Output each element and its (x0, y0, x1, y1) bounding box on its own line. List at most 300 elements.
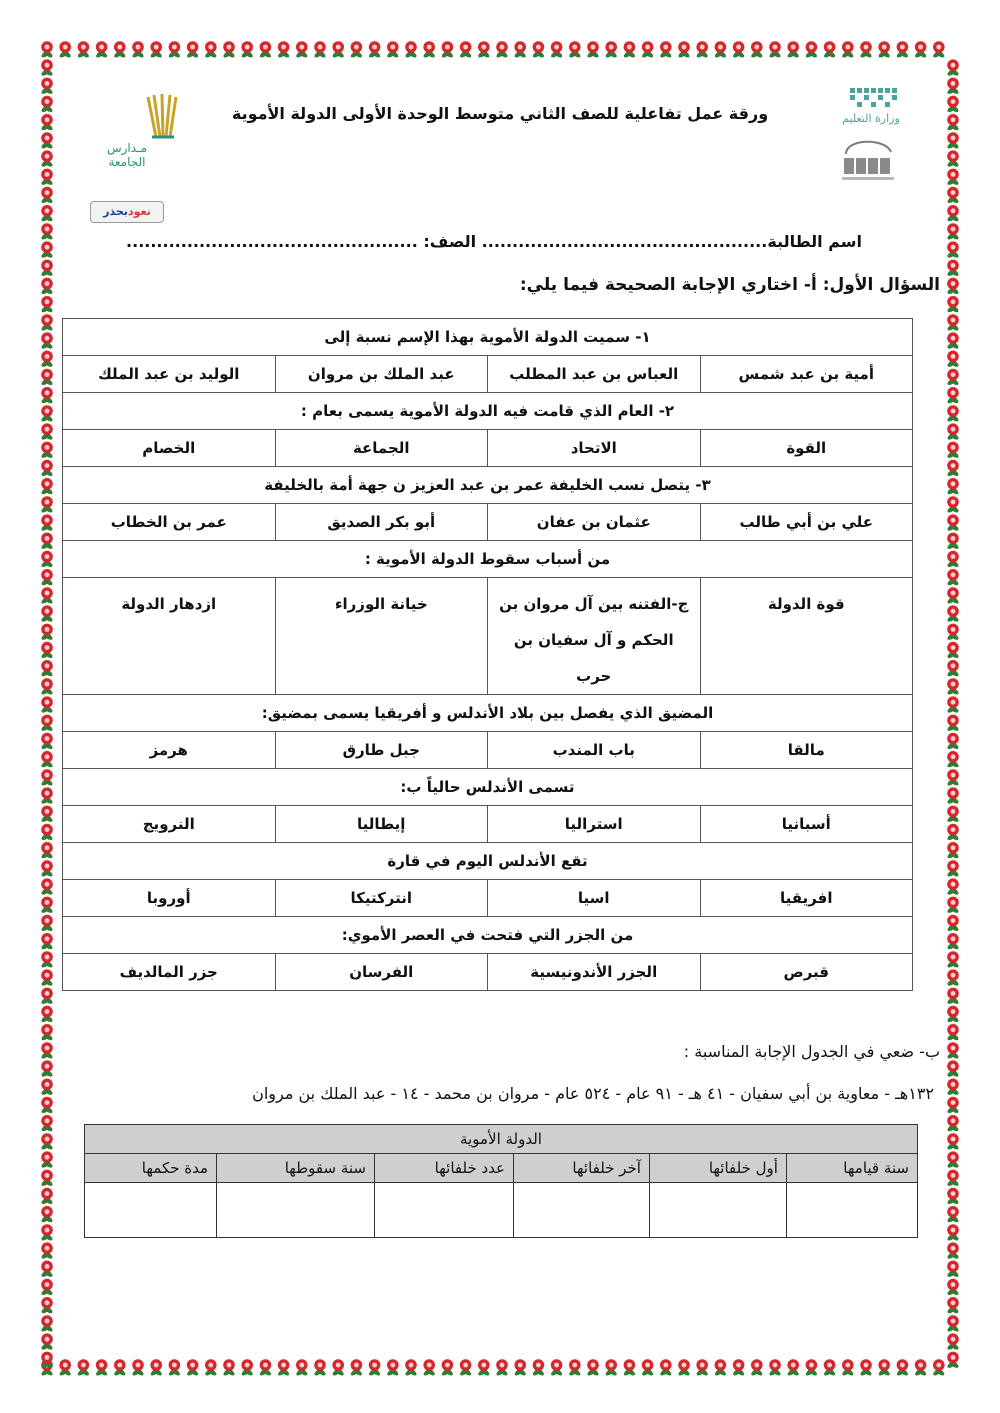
border-flower-icon (295, 41, 308, 59)
border-flower-icon (946, 1279, 959, 1297)
border-flower-icon (277, 41, 290, 59)
border-flower-icon (604, 41, 617, 59)
border-flower-icon (841, 41, 854, 59)
mcq-option[interactable]: انتركتيكا (275, 880, 488, 917)
border-flower-icon (932, 1359, 945, 1377)
border-flower-icon (40, 1297, 53, 1315)
back-with-caution-badge (90, 201, 164, 223)
column-header: آخر خلفائها (514, 1154, 650, 1183)
border-flower-icon (946, 1261, 959, 1279)
border-flower-icon (946, 442, 959, 460)
border-flower-icon (40, 787, 53, 805)
column-header: أول خلفائها (649, 1154, 786, 1183)
border-flower-icon (40, 1133, 53, 1151)
border-flower-icon (40, 605, 53, 623)
border-flower-icon (386, 1359, 399, 1377)
border-flower-icon (786, 41, 799, 59)
border-flower-icon (604, 1359, 617, 1377)
border-flower-icon (823, 1359, 836, 1377)
border-flower-icon (946, 1042, 959, 1060)
border-flower-icon (40, 478, 53, 496)
border-flower-icon (946, 969, 959, 987)
border-flower-icon (40, 387, 53, 405)
border-flower-icon (40, 988, 53, 1006)
border-flower-icon (259, 1359, 272, 1377)
border-flower-icon (946, 951, 959, 969)
border-flower-icon (40, 351, 53, 369)
border-flower-icon (40, 187, 53, 205)
umayyad-table (84, 1124, 918, 1238)
mcq-option[interactable]: قوة الدولة (700, 578, 913, 695)
border-flower-icon (946, 314, 959, 332)
school-logo-icon (142, 93, 182, 143)
border-flower-icon (896, 41, 909, 59)
border-flower-icon (459, 1359, 472, 1377)
mcq-option[interactable]: علي بن أبي طالب (700, 504, 913, 541)
border-flower-icon (946, 241, 959, 259)
border-flower-icon (204, 1359, 217, 1377)
border-flower-icon (946, 78, 959, 96)
student-info-line (102, 232, 862, 251)
border-flower-icon (40, 150, 53, 168)
border-flower-icon (40, 587, 53, 605)
border-flower-icon (40, 369, 53, 387)
border-flower-icon (131, 1359, 144, 1377)
border-flower-icon (40, 642, 53, 660)
mcq-option[interactable]: الاتحاد (488, 430, 701, 467)
border-flower-icon (168, 1359, 181, 1377)
answer-cell[interactable] (649, 1183, 786, 1238)
mcq-option[interactable]: ج-الفتنه بين آل مروان بن الحكم و آل سفيان بن حرب (488, 578, 701, 695)
border-flower-icon (946, 114, 959, 132)
border-flower-icon (40, 624, 53, 642)
border-flower-icon (946, 387, 959, 405)
border-flower-icon (946, 205, 959, 223)
border-flower-icon (77, 41, 90, 59)
border-flower-icon (513, 41, 526, 59)
border-flower-icon (40, 769, 53, 787)
border-flower-icon (946, 405, 959, 423)
border-flower-icon (914, 41, 927, 59)
border-flower-icon (40, 1115, 53, 1133)
badge-text-1: نعود (127, 205, 151, 218)
border-flower-icon (677, 1359, 690, 1377)
border-flower-icon (550, 41, 563, 59)
mcq-question: ٣- يتصل نسب الخليفة عمر بن عبد العزيز ن جهة أمة بالخليفة (63, 467, 913, 504)
border-flower-icon (477, 41, 490, 59)
border-flower-icon (946, 1206, 959, 1224)
border-flower-icon (40, 78, 53, 96)
border-flower-icon (58, 1359, 71, 1377)
border-flower-icon (40, 678, 53, 696)
border-flower-icon (946, 769, 959, 787)
mcq-option[interactable]: الجماعة (275, 430, 488, 467)
mcq-table (62, 318, 913, 991)
border-flower-icon (946, 551, 959, 569)
border-flower-icon (946, 988, 959, 1006)
ministry-logo-text: وزارة التعليم (842, 112, 900, 125)
border-flower-icon (946, 878, 959, 896)
border-flower-icon (659, 1359, 672, 1377)
mcq-option[interactable]: مالقا (700, 732, 913, 769)
border-flower-icon (459, 41, 472, 59)
border-flower-icon (896, 1359, 909, 1377)
border-flower-icon (40, 1060, 53, 1078)
border-flower-icon (695, 1359, 708, 1377)
border-flower-icon (240, 41, 253, 59)
border-flower-icon (477, 1359, 490, 1377)
border-flower-icon (623, 41, 636, 59)
column-header: سنة سقوطها (217, 1154, 375, 1183)
border-flower-icon (946, 278, 959, 296)
mcq-option[interactable]: الخصام (63, 430, 276, 467)
border-flower-icon (386, 41, 399, 59)
border-flower-icon (40, 260, 53, 278)
border-flower-icon (641, 41, 654, 59)
border-flower-icon (58, 41, 71, 59)
mcq-option[interactable]: اسيا (488, 880, 701, 917)
border-flower-icon (40, 897, 53, 915)
border-flower-icon (186, 1359, 199, 1377)
mcq-option[interactable]: عمر بن الخطاب (63, 504, 276, 541)
border-flower-icon (40, 1024, 53, 1042)
border-flower-icon (40, 514, 53, 532)
border-flower-icon (40, 860, 53, 878)
border-flower-icon (946, 1097, 959, 1115)
border-flower-icon (946, 751, 959, 769)
border-flower-icon (946, 1133, 959, 1151)
border-flower-icon (277, 1359, 290, 1377)
border-flower-icon (40, 696, 53, 714)
border-flower-icon (946, 369, 959, 387)
border-flower-icon (186, 41, 199, 59)
border-flower-icon (441, 1359, 454, 1377)
mcq-option[interactable]: جزر المالديف (63, 954, 276, 991)
border-flower-icon (946, 642, 959, 660)
border-flower-icon (222, 41, 235, 59)
mcq-option[interactable]: أمية بن عبد شمس (700, 356, 913, 393)
border-flower-icon (946, 1352, 959, 1370)
border-flower-icon (946, 1224, 959, 1242)
border-flower-icon (695, 41, 708, 59)
border-flower-icon (946, 660, 959, 678)
border-flower-icon (946, 478, 959, 496)
border-flower-icon (40, 551, 53, 569)
border-flower-icon (946, 587, 959, 605)
border-flower-icon (946, 460, 959, 478)
border-flower-icon (946, 150, 959, 168)
border-flower-icon (40, 824, 53, 842)
border-flower-icon (946, 1170, 959, 1188)
border-flower-icon (131, 41, 144, 59)
mcq-option[interactable]: استراليا (488, 806, 701, 843)
border-flower-icon (946, 351, 959, 369)
border-flower-icon (40, 41, 53, 59)
border-flower-icon (946, 1079, 959, 1097)
border-flower-icon (568, 41, 581, 59)
border-flower-icon (586, 41, 599, 59)
border-flower-icon (768, 41, 781, 59)
border-flower-icon (40, 278, 53, 296)
border-flower-icon (40, 496, 53, 514)
border-flower-icon (40, 1188, 53, 1206)
border-flower-icon (40, 715, 53, 733)
border-flower-icon (313, 1359, 326, 1377)
mcq-option[interactable]: أبو بكر الصديق (275, 504, 488, 541)
border-flower-icon (40, 733, 53, 751)
border-flower-icon (946, 1115, 959, 1133)
border-flower-icon (40, 169, 53, 187)
mcq-option[interactable]: ازدهار الدولة (63, 578, 276, 695)
answer-cell[interactable] (786, 1183, 917, 1238)
border-flower-icon (946, 715, 959, 733)
border-flower-icon (946, 187, 959, 205)
border-flower-icon (859, 1359, 872, 1377)
school-logo-text: مـدارس الجامعة (106, 141, 148, 169)
mcq-option[interactable]: خيانة الوزراء (275, 578, 488, 695)
border-flower-icon (946, 423, 959, 441)
border-flower-icon (441, 41, 454, 59)
border-flower-icon (40, 1097, 53, 1115)
border-flower-icon (368, 1359, 381, 1377)
border-flower-icon (495, 41, 508, 59)
border-flower-icon (946, 733, 959, 751)
border-flower-icon (40, 1206, 53, 1224)
border-flower-icon (40, 660, 53, 678)
mcq-question: تسمى الأندلس حالياً ب: (63, 769, 913, 806)
border-flower-icon (946, 787, 959, 805)
border-flower-icon (40, 915, 53, 933)
border-flower-icon (946, 696, 959, 714)
border-flower-icon (732, 1359, 745, 1377)
border-flower-icon (946, 605, 959, 623)
border-flower-icon (946, 132, 959, 150)
border-flower-icon (946, 624, 959, 642)
school-logo (92, 93, 177, 173)
mcq-question: من الجزر التي فتحت في العصر الأموي: (63, 917, 913, 954)
border-flower-icon (40, 569, 53, 587)
border-flower-icon (295, 1359, 308, 1377)
border-flower-icon (422, 41, 435, 59)
border-flower-icon (768, 1359, 781, 1377)
border-flower-icon (914, 1359, 927, 1377)
border-flower-icon (714, 1359, 727, 1377)
border-flower-icon (568, 1359, 581, 1377)
border-flower-icon (40, 114, 53, 132)
border-flower-icon (659, 41, 672, 59)
umayyad-table-title: الدولة الأموية (85, 1125, 918, 1154)
border-flower-icon (404, 1359, 417, 1377)
mcq-option[interactable]: باب المندب (488, 732, 701, 769)
word-bank: ١٣٢هـ - معاوية بن أبي سفيان - ٤١ هـ - ٩١ عام - ٥٢٤ عام - مروان بن محمد - ١٤ - عبد الملك بن مروان (252, 1084, 934, 1103)
border-flower-icon (714, 41, 727, 59)
mcq-option[interactable]: هرمز (63, 732, 276, 769)
border-flower-icon (40, 1151, 53, 1169)
border-flower-icon (946, 1297, 959, 1315)
border-flower-icon (946, 1315, 959, 1333)
student-name-field[interactable]: ............................................... (481, 232, 768, 251)
border-flower-icon (946, 842, 959, 860)
question1-heading: السؤال الأول: أ- اختاري الإجابة الصحيحة فيما يلي: (519, 275, 940, 295)
mcq-option[interactable]: جبل طارق (275, 732, 488, 769)
border-flower-icon (786, 1359, 799, 1377)
mcq-option[interactable]: أسبانيا (700, 806, 913, 843)
mcq-option[interactable]: افريقيا (700, 880, 913, 917)
border-flower-icon (946, 1188, 959, 1206)
mcq-option[interactable]: العباس بن عبد المطلب (488, 356, 701, 393)
border-flower-icon (946, 860, 959, 878)
border-flower-icon (40, 806, 53, 824)
border-flower-icon (946, 806, 959, 824)
border-flower-icon (841, 1359, 854, 1377)
mcq-option[interactable]: عبد الملك بن مروان (275, 356, 488, 393)
border-flower-icon (222, 1359, 235, 1377)
mcq-question: من أسباب سقوط الدولة الأموية : (63, 541, 913, 578)
border-flower-icon (946, 1151, 959, 1169)
mcq-option[interactable]: الجزر الأندونيسية (488, 954, 701, 991)
border-flower-icon (40, 878, 53, 896)
border-flower-icon (946, 1333, 959, 1351)
border-flower-icon (149, 1359, 162, 1377)
border-flower-icon (877, 41, 890, 59)
border-flower-icon (641, 1359, 654, 1377)
border-flower-icon (586, 1359, 599, 1377)
border-flower-icon (40, 132, 53, 150)
answer-cell[interactable] (514, 1183, 650, 1238)
mcq-option[interactable]: الوليد بن عبد الملك (63, 356, 276, 393)
border-flower-icon (946, 296, 959, 314)
border-flower-icon (40, 1242, 53, 1260)
border-flower-icon (805, 1359, 818, 1377)
border-flower-icon (422, 1359, 435, 1377)
mcq-option[interactable]: إيطاليا (275, 806, 488, 843)
class-label: الصف: (423, 232, 477, 251)
mcq-option[interactable]: عثمان بن عفان (488, 504, 701, 541)
border-flower-icon (40, 223, 53, 241)
border-flower-icon (240, 1359, 253, 1377)
border-flower-icon (40, 442, 53, 460)
border-flower-icon (313, 41, 326, 59)
mcq-option[interactable]: الفرسان (275, 954, 488, 991)
border-flower-icon (168, 41, 181, 59)
answer-cell[interactable] (374, 1183, 513, 1238)
border-flower-icon (750, 1359, 763, 1377)
border-flower-icon (946, 59, 959, 77)
border-flower-icon (877, 1359, 890, 1377)
border-flower-icon (946, 933, 959, 951)
border-flower-icon (946, 332, 959, 350)
mcq-option[interactable]: أوروبا (63, 880, 276, 917)
border-flower-icon (677, 41, 690, 59)
mcq-option[interactable]: النرويج (63, 806, 276, 843)
border-flower-icon (946, 1060, 959, 1078)
border-flower-icon (946, 1024, 959, 1042)
border-flower-icon (40, 951, 53, 969)
border-flower-icon (331, 1359, 344, 1377)
border-flower-icon (149, 41, 162, 59)
mcq-question: تقع الأندلس اليوم في قارة (63, 843, 913, 880)
border-flower-icon (331, 41, 344, 59)
border-flower-icon (495, 1359, 508, 1377)
border-flower-icon (946, 260, 959, 278)
border-flower-icon (946, 915, 959, 933)
border-flower-icon (532, 1359, 545, 1377)
page-title: ورقة عمل تفاعلية للصف الثاني متوسط الوحدة الأولى الدولة الأموية (231, 104, 769, 123)
border-flower-icon (40, 969, 53, 987)
border-flower-icon (40, 1079, 53, 1097)
border-flower-icon (513, 1359, 526, 1377)
border-flower-icon (40, 59, 53, 77)
answer-cell[interactable] (85, 1183, 217, 1238)
border-flower-icon (946, 897, 959, 915)
border-flower-icon (946, 169, 959, 187)
border-flower-icon (40, 933, 53, 951)
border-flower-icon (823, 41, 836, 59)
border-flower-icon (40, 1261, 53, 1279)
border-flower-icon (946, 1006, 959, 1024)
border-flower-icon (40, 1006, 53, 1024)
border-flower-icon (40, 405, 53, 423)
badge-text-2: بحذر (103, 205, 128, 218)
border-flower-icon (946, 533, 959, 551)
border-flower-icon (40, 296, 53, 314)
border-flower-icon (946, 496, 959, 514)
border-flower-icon (40, 533, 53, 551)
border-flower-icon (750, 41, 763, 59)
border-flower-icon (259, 41, 272, 59)
class-field[interactable]: ................................................ (126, 232, 418, 251)
border-flower-icon (532, 41, 545, 59)
border-flower-icon (40, 1170, 53, 1188)
student-name-label: اسم الطالبة (767, 232, 862, 251)
border-flower-icon (40, 842, 53, 860)
border-flower-icon (350, 1359, 363, 1377)
border-flower-icon (946, 514, 959, 532)
border-flower-icon (40, 1279, 53, 1297)
ministry-logo (832, 82, 912, 192)
border-flower-icon (40, 205, 53, 223)
border-flower-icon (550, 1359, 563, 1377)
answer-cell[interactable] (217, 1183, 375, 1238)
mcq-option[interactable]: قبرص (700, 954, 913, 991)
border-flower-icon (932, 41, 945, 59)
border-flower-icon (40, 241, 53, 259)
border-flower-icon (946, 678, 959, 696)
border-flower-icon (113, 1359, 126, 1377)
mcq-option[interactable]: القوة (700, 430, 913, 467)
border-flower-icon (77, 1359, 90, 1377)
mcq-question: المضيق الذي يفصل بين بلاد الأندلس و أفريقيا يسمى بمضيق: (63, 695, 913, 732)
border-flower-icon (40, 1224, 53, 1242)
border-flower-icon (40, 751, 53, 769)
border-flower-icon (95, 41, 108, 59)
mcq-question: ٢- العام الذي قامت فيه الدولة الأموية يسمى بعام : (63, 393, 913, 430)
border-flower-icon (204, 41, 217, 59)
mcq-question: ١- سميت الدولة الأموية بهذا الإسم نسبة إلى (63, 319, 913, 356)
column-header: مدة حكمها (85, 1154, 217, 1183)
border-flower-icon (859, 41, 872, 59)
border-flower-icon (946, 96, 959, 114)
border-flower-icon (946, 223, 959, 241)
border-flower-icon (40, 460, 53, 478)
column-header: سنة قيامها (786, 1154, 917, 1183)
border-flower-icon (623, 1359, 636, 1377)
border-flower-icon (40, 1315, 53, 1333)
border-flower-icon (40, 1333, 53, 1351)
border-flower-icon (368, 41, 381, 59)
border-flower-icon (40, 332, 53, 350)
border-flower-icon (404, 41, 417, 59)
